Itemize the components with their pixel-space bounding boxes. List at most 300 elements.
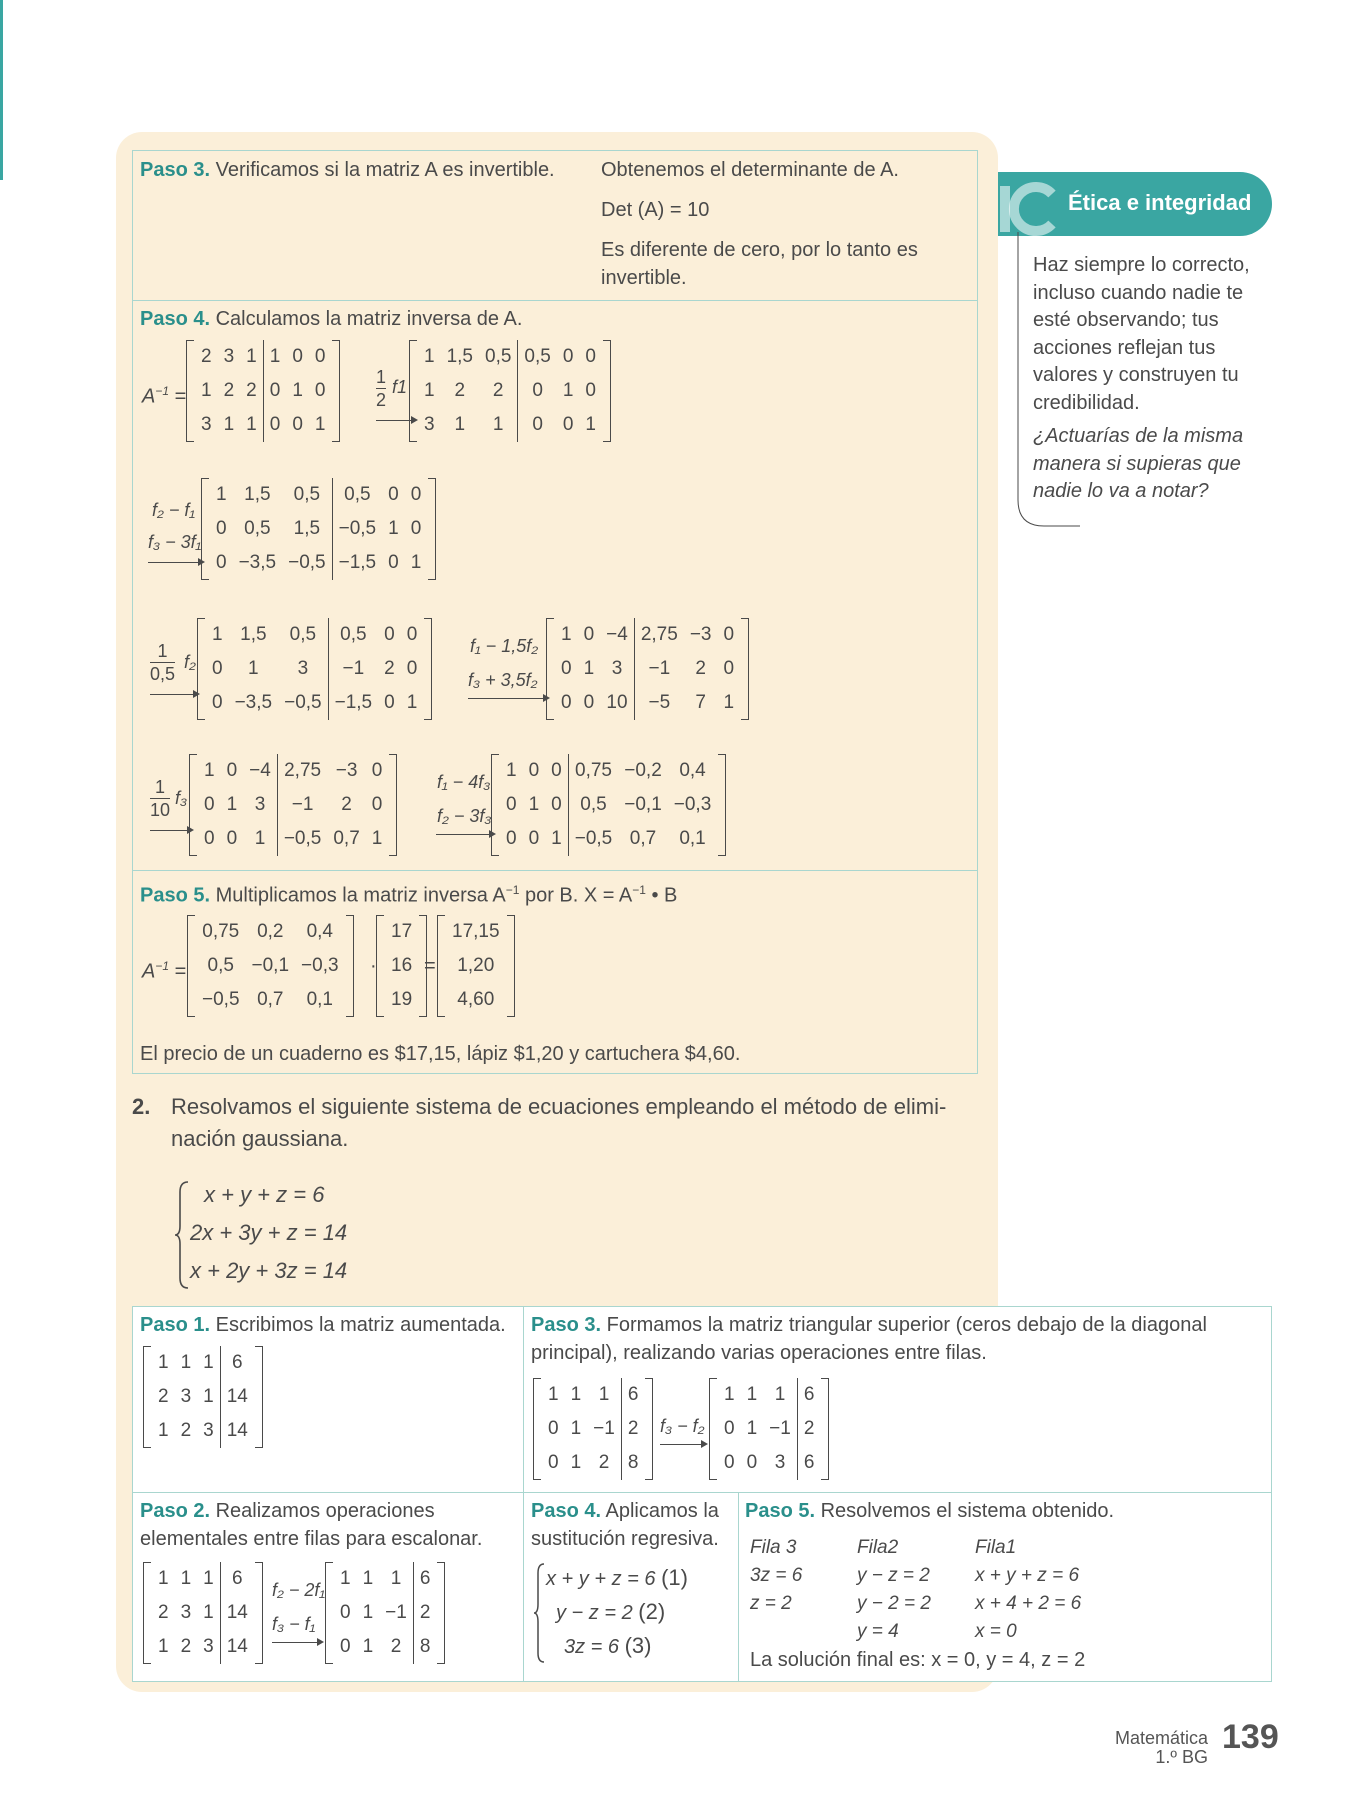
matrix-cell: 0 (340, 1636, 351, 1657)
matrix-cell: 1 (424, 346, 435, 367)
matrix-step-1 (418, 340, 602, 442)
matrix-cell: 0 (212, 692, 223, 713)
system-brace (174, 1180, 190, 1290)
sidebar-title: Ética e integridad (1068, 190, 1252, 215)
matrix-cell: 3 (203, 1420, 214, 1441)
matrix-cell: −1 (634, 652, 683, 686)
matrix-cell: 1 (362, 1636, 374, 1657)
matrix-cell: 1,5 (240, 624, 267, 645)
matrix-cell: 1 (203, 1602, 214, 1623)
matrix-row (152, 1414, 254, 1448)
matrix-row (385, 949, 418, 983)
matrix-augmented-system (152, 1346, 254, 1448)
matrix-cell: 0 (204, 794, 215, 815)
matrix-cell: 3 (611, 658, 623, 679)
matrix-row (334, 1596, 436, 1630)
matrix-row (206, 686, 423, 720)
matrix-cell: −3 (689, 624, 712, 645)
matrix-cell: 1,20 (457, 955, 495, 976)
footer-subject: Matemática 1.º BG (1114, 1728, 1208, 1767)
matrix-cell: 0 (562, 414, 574, 435)
page-number: 139 (1222, 1718, 1279, 1756)
matrix-cell: 6 (797, 1378, 820, 1412)
bottom-paso3-heading: Paso 3. Formamos la matriz triangular superior (ceros debajo de la diagonal principal), realizando varias operaciones entre filas. (531, 1314, 1207, 1364)
matrix-cell: 0,4 (679, 760, 706, 781)
matrix-cell: 0 (724, 1452, 735, 1473)
matrix-x (446, 915, 506, 1017)
matrix-cell: 0,75 (202, 921, 240, 942)
operation-arrow (468, 698, 548, 699)
matrix-row (542, 1446, 644, 1480)
matrix-cell: 17 (391, 921, 413, 942)
matrix-cell: −1 (385, 1602, 407, 1623)
substitution-eq-1: x + y + z = 6 (1) (546, 1565, 688, 1590)
matrix-row (210, 512, 427, 546)
matrix-cell: 1 (203, 1352, 214, 1373)
matrix-row (542, 1378, 644, 1412)
matrix-cell: 14 (220, 1414, 254, 1448)
matrix-row (196, 915, 345, 949)
matrix-cell: −0,5 (277, 822, 327, 856)
matrix-cell: 2 (390, 1636, 402, 1657)
matrix-cell: −0,3 (673, 794, 712, 815)
matrix-cell: 1 (551, 828, 562, 849)
matrix-cell: 6 (621, 1378, 644, 1412)
matrix-cell: 0 (585, 346, 596, 367)
matrix-cell: 1 (424, 380, 435, 401)
operation-f2-2f1: f₂ − 2f₁ (272, 1580, 326, 1600)
matrix-cell: 0 (226, 828, 238, 849)
operation-f1-4f3: f₁ − 4f₃ (437, 772, 491, 792)
matrix-cell: 4,60 (457, 989, 495, 1010)
matrix-cell: 2 (492, 380, 504, 401)
matrix-row (210, 478, 427, 512)
matrix-row (195, 374, 331, 408)
matrix-cell: 1 (203, 1386, 214, 1407)
fila1-line-1: x + y + z = 6 (975, 1565, 1080, 1586)
matrix-cell: 1 (562, 380, 574, 401)
matrix-escalonada (334, 1562, 436, 1664)
matrix-row (500, 754, 717, 788)
fila3-line-2: z = 2 (750, 1593, 792, 1614)
matrix-cell: 1 (362, 1602, 374, 1623)
matrix-cell: 1 (203, 1568, 214, 1589)
col-divider (738, 1492, 739, 1682)
matrix-cell: 2,75 (634, 618, 683, 652)
operation-arrow (272, 1642, 322, 1643)
matrix-cell: −1,5 (332, 546, 382, 580)
matrix-cell: 1 (583, 658, 595, 679)
matrix-cell: 0 (292, 414, 303, 435)
matrix-cell: 3 (297, 658, 309, 679)
paso5-heading: Paso 5. Multiplicamos la matriz inversa $A^{-1}$ por B. $X = A^{-1}$ • B (140, 883, 678, 907)
matrix-row (446, 983, 506, 1017)
operation-f2-f1: f₂ − f₁ (152, 500, 196, 520)
matrix-cell: 8 (621, 1446, 644, 1480)
operation-inv-0-5: $\frac{1}{0,5}$ (150, 641, 176, 684)
matrix-step-3 (206, 618, 423, 720)
matrix-cell: 0,7 (257, 989, 284, 1010)
matrix-cell: 0 (528, 828, 540, 849)
matrix-cell: 0,7 (333, 828, 360, 849)
final-solution: La solución final es: x = 0, y = 4, z = 2 (750, 1649, 1086, 1671)
matrix-cell: 0 (723, 658, 735, 679)
matrix-cell: 8 (413, 1630, 436, 1664)
det-conclusion: Es diferente de cero, por lo tanto es invertible. (601, 239, 918, 289)
matrix-cell: 0 (340, 1602, 351, 1623)
operation-f1: f1 (392, 377, 408, 397)
matrix-cell: 19 (391, 989, 413, 1010)
matrix-cell: 0 (406, 658, 418, 679)
matrix-cell: −4 (249, 760, 271, 781)
matrix-row (500, 822, 717, 856)
matrix-cell: 6 (220, 1346, 254, 1380)
matrix-cell: −0,5 (202, 989, 240, 1010)
matrix-cell: 0,75 (568, 754, 618, 788)
matrix-cell: 2 (454, 380, 466, 401)
matrix-row (198, 822, 388, 856)
det-value: Det (A) = 10 (601, 199, 710, 221)
matrix-cell: 0,5 (568, 788, 618, 822)
matrix-cell: 1 (548, 1384, 559, 1405)
matrix-cell: −0,5 (288, 552, 326, 573)
matrix-row (196, 949, 345, 983)
system-equation-3: x + 2y + 3z = 14 (190, 1258, 348, 1283)
matrix-cell: 2 (158, 1386, 169, 1407)
matrix-step-6 (500, 754, 717, 856)
matrix-cell: 2,75 (277, 754, 327, 788)
matrix-cell: 0,5 (244, 518, 271, 539)
paso4-heading: Paso 4. Calculamos la matriz inversa de A. (140, 308, 523, 330)
matrix-cell: 1 (340, 1568, 351, 1589)
operation-f3: f₃ (175, 788, 188, 808)
matrix-cell: 16 (391, 955, 413, 976)
operation-arrow (436, 834, 494, 835)
matrix-cell: 6 (413, 1562, 436, 1596)
matrix-cell: 0 (548, 1418, 559, 1439)
matrix-cell: 0 (226, 760, 238, 781)
matrix-cell: 1,5 (244, 484, 271, 505)
row-divider (132, 1492, 1272, 1493)
operation-f3-f2: f₃ − f₂ (660, 1416, 705, 1436)
matrix-augmented-system-2 (152, 1562, 254, 1664)
matrix-cell: 0 (506, 828, 517, 849)
fila2-line-1: y − z = 2 (857, 1565, 930, 1586)
matrix-cell: 2 (341, 794, 352, 815)
matrix-cell: 3 (201, 414, 212, 435)
paso3-heading: Paso 3. Verificamos si la matriz A es invertible. (140, 159, 555, 181)
matrix-cell: 0 (406, 624, 418, 645)
sidebar-body: Haz siempre lo correcto, incluso cuando nadie te esté observando; tus acciones reflejan tus valores y construyen tu credibilidad. (1033, 254, 1250, 414)
matrix-cell: 1 (201, 380, 212, 401)
bottom-paso4-heading: Paso 4. Aplicamos la sustitución regresiva. (531, 1500, 719, 1550)
matrix-cell: 1 (561, 624, 572, 645)
matrix-cell: 0 (388, 484, 399, 505)
matrix-cell: −3,5 (234, 692, 273, 713)
matrix-row (334, 1562, 436, 1596)
matrix-cell: −0,2 (624, 760, 662, 781)
matrix-row (152, 1562, 254, 1596)
matrix-row (195, 340, 331, 374)
matrix-step-4 (555, 618, 740, 720)
matrix-row (385, 983, 418, 1017)
matrix-cell: −5 (634, 686, 683, 720)
fila3-heading: Fila 3 (750, 1537, 797, 1558)
matrix-cell: 1 (746, 1384, 758, 1405)
matrix-cell: 2 (201, 346, 212, 367)
matrix-cell: 2 (158, 1602, 169, 1623)
matrix-cell: 1 (180, 1568, 192, 1589)
matrix-row (334, 1630, 436, 1664)
matrix-cell: 0 (314, 346, 326, 367)
matrix-cell: 1 (746, 1418, 758, 1439)
matrix-cell: 3 (203, 1636, 214, 1657)
matrix-cell: 0 (548, 1452, 559, 1473)
operation-f3-f1: f₃ − f₁ (272, 1614, 316, 1634)
matrix-cell: 0 (583, 692, 595, 713)
matrix-cell: 1 (254, 828, 266, 849)
matrix-cell: 1 (598, 1384, 610, 1405)
bottom-paso1-heading: Paso 1. Escribimos la matriz aumentada. (140, 1314, 506, 1336)
matrix-row (555, 652, 740, 686)
matrix-cell: 1 (528, 794, 540, 815)
matrix-cell: −1 (328, 652, 378, 686)
matrix-cell: −0,1 (624, 794, 662, 815)
matrix-cell: 0,5 (518, 340, 557, 374)
fila2-heading: Fila2 (857, 1537, 899, 1558)
exercise-statement: Resolvamos el siguiente sistema de ecuaciones empleando el método de elimi- nación gaussiana. (171, 1094, 947, 1151)
matrix-cell: 0 (518, 408, 557, 442)
substitution-brace (534, 1562, 546, 1664)
matrix-row (198, 754, 388, 788)
matrix-cell: 1 (724, 1384, 735, 1405)
matrix-cell: 1 (246, 346, 257, 367)
matrix-cell: 2 (223, 380, 235, 401)
col-divider (523, 1306, 524, 1682)
matrix-row (152, 1630, 254, 1664)
matrix-cell: −0,3 (301, 955, 339, 976)
matrix-cell: 1 (158, 1568, 169, 1589)
matrix-cell: 1 (212, 624, 223, 645)
det-intro: Obtenemos el determinante de A. (601, 159, 899, 181)
matrix-row (555, 618, 740, 652)
matrix-cell: 6 (797, 1446, 820, 1480)
matrix-cell: 17,15 (452, 921, 500, 942)
matrix-cell: 0,5 (207, 955, 234, 976)
matrix-cell: 1 (362, 1568, 374, 1589)
matrix-row (418, 408, 602, 442)
matrix-cell: 0 (723, 624, 735, 645)
matrix-cell: 0 (388, 552, 399, 573)
matrix-cell: 2 (413, 1596, 436, 1630)
operation-f3-3-5f2: f₃ + 3,5f₂ (468, 670, 538, 690)
matrix-cell: −1 (769, 1418, 791, 1439)
matrix-row (500, 788, 717, 822)
fila3-line-1: 3z = 6 (750, 1565, 803, 1586)
matrix-cell: 14 (220, 1380, 254, 1414)
matrix-cell: 0,5 (289, 624, 317, 645)
matrix-cell: 0,5 (328, 618, 378, 652)
matrix-cell: 1 (216, 484, 227, 505)
matrix-row (152, 1596, 254, 1630)
matrix-step-5 (198, 754, 388, 856)
fila1-line-2: x + 4 + 2 = 6 (975, 1593, 1082, 1614)
matrix-cell: 1 (158, 1636, 169, 1657)
matrix-cell: 0,5 (293, 484, 321, 505)
matrix-cell: 1,5 (446, 346, 473, 367)
multiplication-dot: · (370, 955, 377, 977)
exercise-number: 2. (132, 1094, 151, 1119)
matrix-cell: 0 (583, 624, 595, 645)
matrix-row (555, 686, 740, 720)
matrix-cell: 1 (388, 518, 399, 539)
matrix-cell: 0 (724, 1418, 735, 1439)
matrix-cell: −0,5 (332, 512, 382, 546)
matrix-row (418, 340, 602, 374)
matrix-cell: 0 (384, 692, 395, 713)
matrix-cell: 0,5 (332, 478, 382, 512)
matrix-cell: 0 (216, 552, 227, 573)
matrix-row (446, 949, 506, 983)
matrix-cell: 0 (204, 828, 215, 849)
matrix-cell: 0 (371, 794, 383, 815)
conclusion: El precio de un cuaderno es $17,15, lápiz $1,20 y cartuchera $4,60. (140, 1043, 741, 1065)
matrix-cell: 0 (562, 346, 574, 367)
matrix-cell: 1 (246, 414, 257, 435)
operation-f1-1-5f2: f₁ − 1,5f₂ (470, 636, 539, 656)
matrix-cell: 0,2 (257, 921, 284, 942)
matrix-cell: 0 (292, 346, 303, 367)
matrix-cell: 3 (254, 794, 266, 815)
matrix-cell: 1 (204, 760, 215, 781)
matrix-cell: −1 (593, 1418, 615, 1439)
matrix-row (206, 652, 423, 686)
matrix-cell: 14 (220, 1630, 254, 1664)
sidebar-question: ¿Actuarías de la misma manera si supieras que nadie lo va a notar? (1033, 425, 1244, 502)
matrix-cell: 3 (774, 1452, 786, 1473)
matrix-cell: 0,4 (306, 921, 333, 942)
matrix-row (718, 1412, 820, 1446)
matrix-cell: 1 (158, 1352, 169, 1373)
operation-arrow (150, 830, 192, 831)
operation-arrow (150, 694, 198, 695)
matrix-cell: 0 (410, 518, 422, 539)
substitution-eq-3: 3z = 6 (3) (564, 1633, 652, 1658)
matrix-cell: 0 (410, 484, 422, 505)
matrix-cell: 2 (246, 380, 257, 401)
operation-f3-3f1: f₃ − 3f₁ (148, 532, 202, 552)
matrix-cell: 1 (585, 414, 596, 435)
substitution-eq-2: y − z = 2 (2) (556, 1599, 666, 1624)
matrix-cell: 1 (406, 692, 418, 713)
matrix-cell: 0,7 (629, 828, 657, 849)
matrix-cell: 1 (226, 794, 238, 815)
equals-sign: = (424, 955, 436, 977)
matrix-cell: 0 (216, 518, 227, 539)
matrix-cell: 2 (180, 1420, 192, 1441)
operation-arrow (660, 1444, 706, 1445)
matrix-cell: 10 (606, 692, 628, 713)
matrix-cell: 2 (598, 1452, 610, 1473)
matrix-cell: 1 (492, 414, 504, 435)
operation-f2-3f3: f₂ − 3f₃ (437, 806, 492, 826)
matrix-cell: 3 (223, 346, 235, 367)
matrix-cell: 1 (570, 1418, 582, 1439)
matrix-cell: 0 (371, 760, 383, 781)
matrix-cell: −1 (277, 788, 327, 822)
operation-one-tenth: $\frac{1}{10}$ (150, 777, 171, 820)
matrix-augmented-a (195, 340, 331, 442)
matrix-cell: 0 (561, 692, 572, 713)
matrix-cell: 1 (570, 1452, 582, 1473)
ainv-label: $A^{-1}$ = (142, 384, 187, 408)
matrix-cell: 1 (180, 1352, 192, 1373)
matrix-row (385, 915, 418, 949)
fila2-line-2: y − 2 = 2 (857, 1593, 931, 1614)
matrix-cell: −0,5 (568, 822, 618, 856)
matrix-cell: 0 (506, 794, 517, 815)
matrix-cell: 2 (797, 1412, 820, 1446)
matrix-cell: 3 (424, 414, 435, 435)
matrix-cell: 0 (212, 658, 223, 679)
matrix-row (542, 1412, 644, 1446)
matrix-cell: −4 (606, 624, 628, 645)
bottom-paso2-heading: Paso 2. Realizamos operaciones elementales entre filas para escalonar. (140, 1500, 483, 1550)
fila2-line-3: y = 4 (857, 1621, 899, 1642)
matrix-cell: 0,1 (306, 989, 333, 1010)
matrix-cell: −0,1 (251, 955, 290, 976)
matrix-cell: 1 (314, 414, 326, 435)
matrix-row (152, 1346, 254, 1380)
matrix-cell: 1 (570, 1384, 582, 1405)
system-equation-2: 2x + 3y + z = 14 (190, 1220, 348, 1245)
matrix-row (718, 1446, 820, 1480)
matrix-cell: 0 (384, 624, 395, 645)
matrix-cell: −3 (335, 760, 358, 781)
matrix-row (418, 374, 602, 408)
matrix-row (210, 546, 427, 580)
matrix-cell: 1 (723, 692, 735, 713)
bottom-paso5-heading: Paso 5. Resolvemos el sistema obtenido. (745, 1500, 1115, 1522)
matrix-cell: 3 (180, 1602, 192, 1623)
matrix-cell: 7 (695, 692, 706, 713)
matrix-cell: 0 (551, 794, 562, 815)
matrix-cell: 0 (561, 658, 572, 679)
matrix-cell: 1 (506, 760, 517, 781)
matrix-cell: 1,5 (293, 518, 321, 539)
matrix-cell: 2 (180, 1636, 192, 1657)
matrix-cell: 0 (518, 374, 557, 408)
matrix-cell: 1 (158, 1420, 169, 1441)
matrix-cell: 0,1 (679, 828, 706, 849)
matrix-cell: 0 (263, 374, 286, 408)
matrix-cell: 0,5 (485, 346, 512, 367)
matrix-row (195, 408, 331, 442)
matrix-row (152, 1380, 254, 1414)
matrix-triangular (718, 1378, 820, 1480)
matrix-b (385, 915, 418, 1017)
page-edge-accent (0, 0, 3, 180)
matrix-cell: 14 (220, 1596, 254, 1630)
matrix-cell: 1 (390, 1568, 402, 1589)
matrix-row (206, 618, 423, 652)
matrix-step-2 (210, 478, 427, 580)
matrix-cell: 2 (384, 658, 395, 679)
matrix-cell: 1 (371, 828, 383, 849)
matrix-inverse (196, 915, 345, 1017)
matrix-cell: 2 (695, 658, 706, 679)
matrix-cell: 0 (314, 380, 326, 401)
